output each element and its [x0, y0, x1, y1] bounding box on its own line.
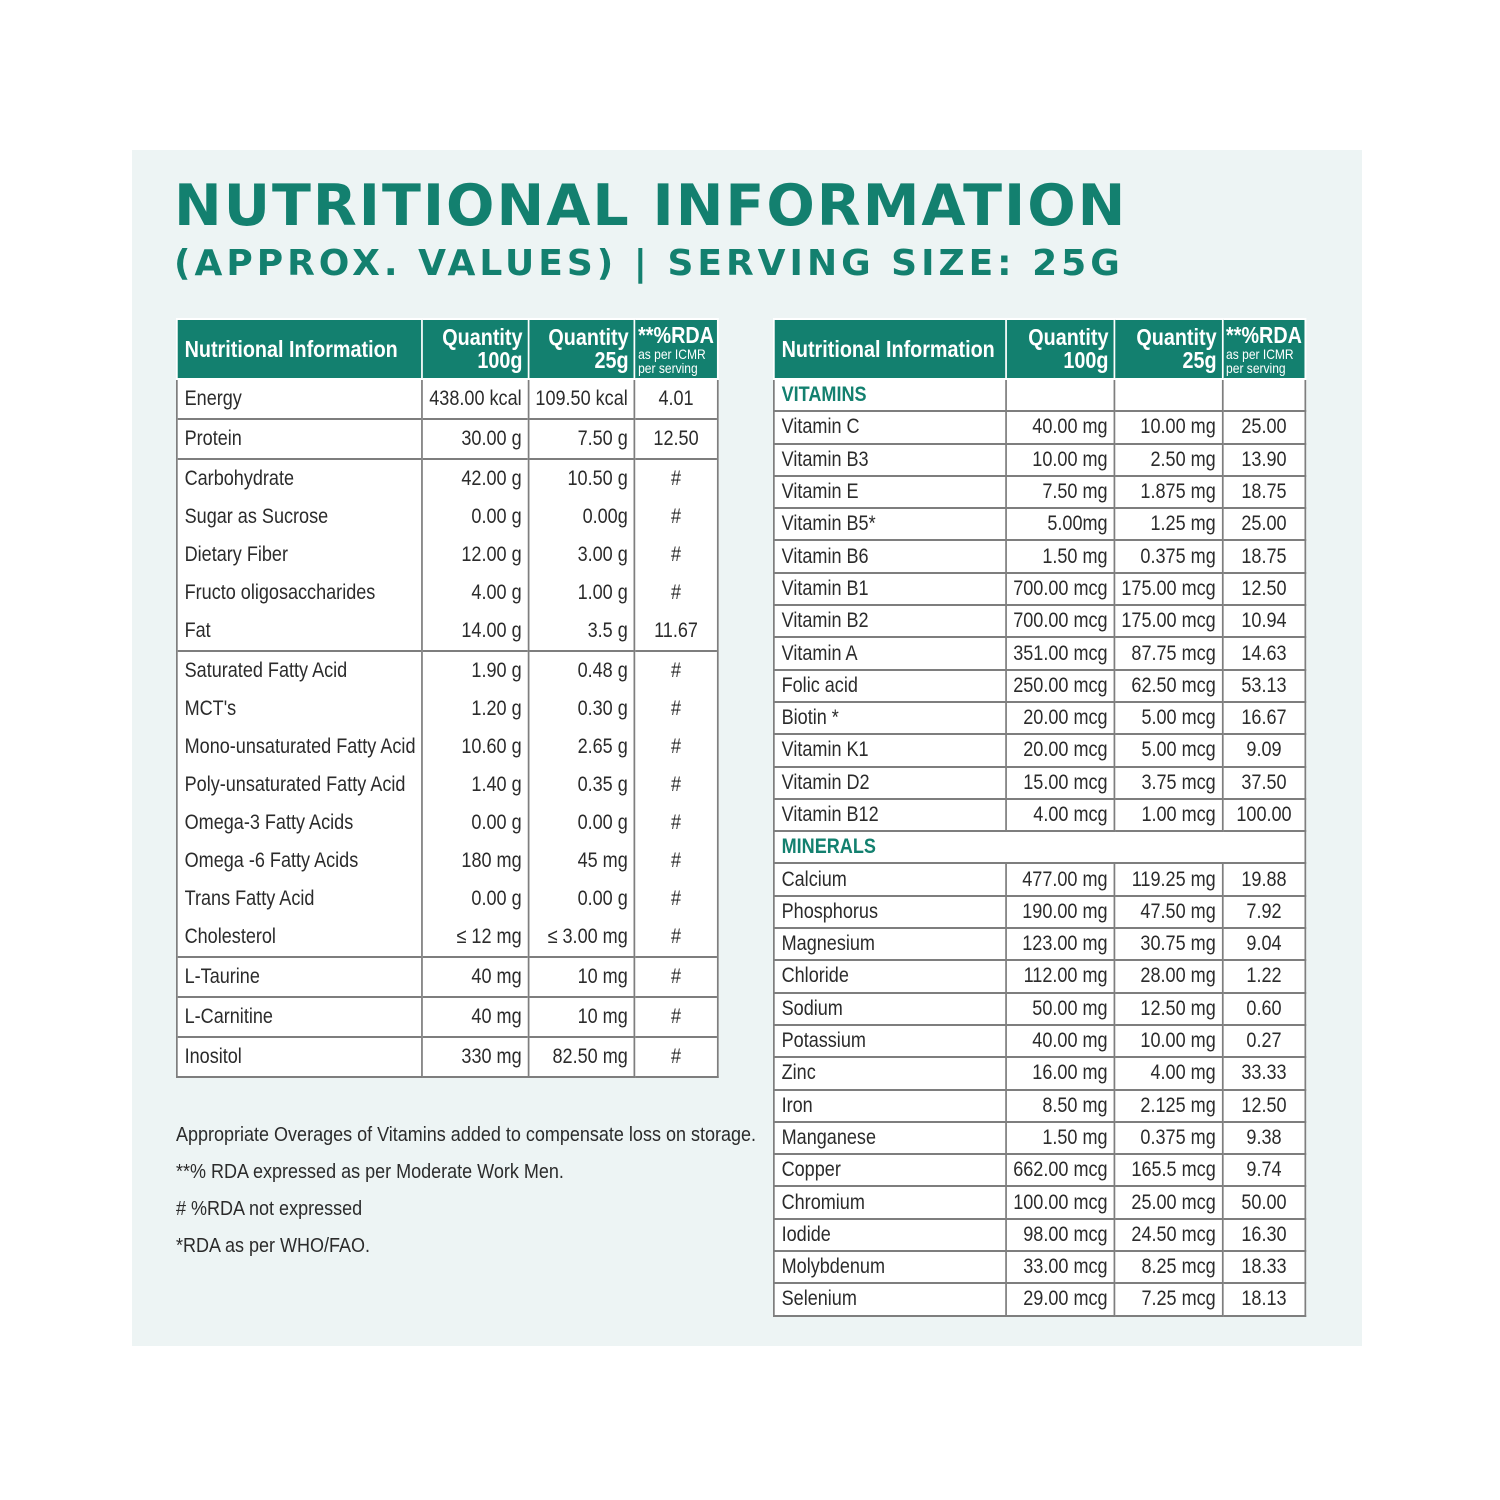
table-row — [774, 637, 1305, 669]
quantity-100g: 5.00mg — [1006, 508, 1114, 540]
rda-value: # — [635, 690, 718, 728]
header-rda-line2: as per ICMR — [1226, 346, 1294, 362]
header-qty100-line1: Quantity — [442, 324, 523, 350]
page-title: NUTRITIONAL INFORMATION — [174, 173, 1128, 239]
quantity-100g: 42.00 g — [422, 459, 528, 498]
quantity-100g: 100.00 mcg — [1006, 1186, 1114, 1218]
table-row — [177, 880, 718, 918]
quantity-25g: 109.50 kcal — [529, 379, 635, 419]
nutrient-name: Phosphorus — [774, 896, 1006, 928]
quantity-25g: 3.75 mcg — [1114, 767, 1222, 799]
rda-value: # — [635, 574, 718, 612]
quantity-100g: 123.00 mg — [1006, 928, 1114, 960]
quantity-25g: 1.00 mcg — [1114, 799, 1222, 831]
table-row — [177, 536, 718, 574]
rda-value: 50.00 — [1223, 1186, 1306, 1218]
nutrient-name: Potassium — [774, 1025, 1006, 1057]
nutrient-name: Vitamin B2 — [774, 605, 1006, 637]
quantity-100g: 700.00 mcg — [1006, 573, 1114, 605]
rda-value: # — [635, 728, 718, 766]
nutrient-name: Chloride — [774, 960, 1006, 992]
table-row — [177, 766, 718, 804]
footnote-who-fao: *RDA as per WHO/FAO. — [176, 1235, 371, 1257]
quantity-25g: 0.00g — [529, 498, 635, 536]
quantity-25g: 0.30 g — [529, 690, 635, 728]
table-row — [774, 1122, 1305, 1154]
rda-value: 14.63 — [1223, 637, 1306, 669]
table-row — [774, 1025, 1305, 1057]
header-nutritional-information: Nutritional Information — [177, 319, 423, 379]
nutrient-name: Vitamin B3 — [774, 444, 1006, 476]
nutrient-name: Sodium — [774, 993, 1006, 1025]
quantity-25g: 10 mg — [529, 957, 635, 997]
quantity-25g: 0.375 mg — [1114, 540, 1222, 572]
quantity-100g: 4.00 g — [422, 574, 528, 612]
header-rda-line3: per serving — [638, 360, 698, 376]
quantity-100g: 29.00 mcg — [1006, 1283, 1114, 1315]
quantity-25g: 175.00 mcg — [1114, 605, 1222, 637]
table-row — [177, 690, 718, 728]
quantity-25g: 2.125 mg — [1114, 1090, 1222, 1122]
rda-value: # — [635, 1037, 718, 1077]
rda-value: 12.50 — [1223, 573, 1306, 605]
quantity-100g: 40 mg — [422, 997, 528, 1037]
header-rda — [1223, 319, 1306, 379]
nutrient-name: Protein — [177, 419, 423, 459]
quantity-100g: 20.00 mcg — [1006, 734, 1114, 766]
table-row — [774, 1186, 1305, 1218]
table-row — [177, 997, 718, 1037]
header-qty100-line2: 100g — [1063, 347, 1109, 373]
quantity-100g: 112.00 mg — [1006, 960, 1114, 992]
table-row — [774, 1154, 1305, 1186]
nutrient-name: Vitamin E — [774, 476, 1006, 508]
rda-value: 100.00 — [1223, 799, 1306, 831]
nutrient-name: Vitamin D2 — [774, 767, 1006, 799]
nutrient-name: Calcium — [774, 863, 1006, 895]
quantity-25g: 45 mg — [529, 842, 635, 880]
rda-value: 4.01 — [635, 379, 718, 419]
quantity-100g: 40 mg — [422, 957, 528, 997]
quantity-25g: 165.5 mcg — [1114, 1154, 1222, 1186]
quantity-25g: 10.00 mg — [1114, 1025, 1222, 1057]
quantity-25g: 1.25 mg — [1114, 508, 1222, 540]
rda-value: 9.74 — [1223, 1154, 1306, 1186]
nutrient-name: Trans Fatty Acid — [177, 880, 423, 918]
nutrient-name: L-Taurine — [177, 957, 423, 997]
table-row — [177, 842, 718, 880]
rda-value: # — [635, 880, 718, 918]
rda-value: 12.50 — [635, 419, 718, 459]
rda-value: 18.75 — [1223, 540, 1306, 572]
nutrient-name: Dietary Fiber — [177, 536, 423, 574]
table-row — [774, 1283, 1305, 1315]
rda-value: 0.27 — [1223, 1025, 1306, 1057]
quantity-25g: 47.50 mg — [1114, 896, 1222, 928]
quantity-25g: 3.00 g — [529, 536, 635, 574]
quantity-100g: 7.50 mg — [1006, 476, 1114, 508]
rda-value: 25.00 — [1223, 508, 1306, 540]
quantity-25g: 2.65 g — [529, 728, 635, 766]
quantity-100g: 33.00 mcg — [1006, 1251, 1114, 1283]
header-quantity-25g — [1114, 319, 1222, 379]
nutrient-name: L-Carnitine — [177, 997, 423, 1037]
rda-value: 9.09 — [1223, 734, 1306, 766]
nutrient-name: Vitamin B1 — [774, 573, 1006, 605]
quantity-25g: 28.00 mg — [1114, 960, 1222, 992]
rda-value: 9.38 — [1223, 1122, 1306, 1154]
nutrient-name: Vitamin B12 — [774, 799, 1006, 831]
section-minerals-label: MINERALS — [774, 831, 1305, 863]
table-header-row — [774, 319, 1305, 379]
rda-value: 16.30 — [1223, 1219, 1306, 1251]
header-qty100-line1: Quantity — [1028, 324, 1109, 350]
quantity-25g: 82.50 mg — [529, 1037, 635, 1077]
nutrient-name: Iodide — [774, 1219, 1006, 1251]
quantity-25g: 7.25 mcg — [1114, 1283, 1222, 1315]
rda-value: # — [635, 957, 718, 997]
rda-value: 12.50 — [1223, 1090, 1306, 1122]
nutrient-name: Manganese — [774, 1122, 1006, 1154]
quantity-100g: 10.00 mg — [1006, 444, 1114, 476]
section-vitamins-row — [774, 379, 1305, 411]
quantity-100g: 12.00 g — [422, 536, 528, 574]
rda-value: 33.33 — [1223, 1057, 1306, 1089]
rda-value: 18.13 — [1223, 1283, 1306, 1315]
nutrient-name: Carbohydrate — [177, 459, 423, 498]
rda-value: 18.33 — [1223, 1251, 1306, 1283]
quantity-100g: 0.00 g — [422, 804, 528, 842]
rda-value: # — [635, 804, 718, 842]
quantity-100g: 250.00 mcg — [1006, 670, 1114, 702]
quantity-25g: 0.48 g — [529, 651, 635, 690]
footnote-overages: Appropriate Overages of Vitamins added to compensate loss on storage. — [176, 1124, 757, 1146]
nutrient-name: Vitamin B5* — [774, 508, 1006, 540]
nutrient-name: Omega-3 Fatty Acids — [177, 804, 423, 842]
quantity-100g: 351.00 mcg — [1006, 637, 1114, 669]
table-row — [177, 498, 718, 536]
macronutrients-table — [176, 318, 718, 1078]
table-row — [774, 993, 1305, 1025]
table-row — [774, 702, 1305, 734]
header-rda — [635, 319, 718, 379]
quantity-100g: 662.00 mcg — [1006, 1154, 1114, 1186]
quantity-25g: 87.75 mcg — [1114, 637, 1222, 669]
header-qty25-line1: Quantity — [1136, 324, 1217, 350]
rda-value: 1.22 — [1223, 960, 1306, 992]
quantity-25g: 119.25 mg — [1114, 863, 1222, 895]
table-row — [774, 1219, 1305, 1251]
quantity-25g: 12.50 mg — [1114, 993, 1222, 1025]
section-minerals-row — [774, 831, 1305, 863]
quantity-100g: 700.00 mcg — [1006, 605, 1114, 637]
nutrient-name: Copper — [774, 1154, 1006, 1186]
quantity-25g: 24.50 mcg — [1114, 1219, 1222, 1251]
quantity-100g: 330 mg — [422, 1037, 528, 1077]
footnote-rda-men: **% RDA expressed as per Moderate Work Men. — [176, 1161, 564, 1183]
quantity-25g: 1.00 g — [529, 574, 635, 612]
quantity-25g: 0.00 g — [529, 880, 635, 918]
footnotes — [176, 1120, 820, 1268]
rda-value: 7.92 — [1223, 896, 1306, 928]
nutrient-name: MCT's — [177, 690, 423, 728]
rda-value: 18.75 — [1223, 476, 1306, 508]
header-rda-line3: per serving — [1226, 360, 1286, 376]
header-qty25-line2: 25g — [1182, 347, 1217, 373]
table-row — [774, 540, 1305, 572]
quantity-100g: 40.00 mg — [1006, 411, 1114, 443]
table-row — [177, 459, 718, 498]
table-row — [774, 799, 1305, 831]
quantity-25g: 7.50 g — [529, 419, 635, 459]
table-row — [177, 957, 718, 997]
rda-value: # — [635, 997, 718, 1037]
rda-value: 0.60 — [1223, 993, 1306, 1025]
quantity-25g: 62.50 mcg — [1114, 670, 1222, 702]
nutrient-name: Iron — [774, 1090, 1006, 1122]
table-row — [774, 960, 1305, 992]
micronutrients-body — [774, 379, 1305, 1316]
rda-value: 13.90 — [1223, 444, 1306, 476]
nutrient-name: Sugar as Sucrose — [177, 498, 423, 536]
rda-value: # — [635, 536, 718, 574]
header-rda-line1: **%RDA — [638, 322, 714, 348]
micronutrients-table — [773, 318, 1306, 1317]
quantity-100g: 20.00 mcg — [1006, 702, 1114, 734]
header-quantity-25g — [529, 319, 635, 379]
quantity-25g: 8.25 mcg — [1114, 1251, 1222, 1283]
rda-value: 16.67 — [1223, 702, 1306, 734]
header-quantity-100g — [1006, 319, 1114, 379]
nutrient-name: Mono-unsaturated Fatty Acid — [177, 728, 423, 766]
quantity-100g: 1.90 g — [422, 651, 528, 690]
header-qty100-line2: 100g — [477, 347, 523, 373]
quantity-25g: 0.375 mg — [1114, 1122, 1222, 1154]
quantity-25g: 1.875 mg — [1114, 476, 1222, 508]
quantity-100g: 477.00 mg — [1006, 863, 1114, 895]
quantity-25g: 5.00 mcg — [1114, 734, 1222, 766]
table-row — [177, 379, 718, 419]
quantity-25g: 25.00 mcg — [1114, 1186, 1222, 1218]
section-vitamins-label: VITAMINS — [774, 379, 1006, 411]
quantity-25g: 5.00 mcg — [1114, 702, 1222, 734]
table-row — [774, 1090, 1305, 1122]
rda-value: 53.13 — [1223, 670, 1306, 702]
quantity-25g: 2.50 mg — [1114, 444, 1222, 476]
nutrient-name: Biotin * — [774, 702, 1006, 734]
empty-cell — [1223, 379, 1306, 411]
quantity-100g: 1.40 g — [422, 766, 528, 804]
header-rda-line1: **%RDA — [1226, 322, 1302, 348]
table-row — [774, 605, 1305, 637]
quantity-25g: 10.00 mg — [1114, 411, 1222, 443]
nutrient-name: Selenium — [774, 1283, 1006, 1315]
table-row — [774, 411, 1305, 443]
nutrient-name: Energy — [177, 379, 423, 419]
nutrient-name: Fructo oligosaccharides — [177, 574, 423, 612]
macronutrients-body — [177, 379, 718, 1077]
table-row — [774, 896, 1305, 928]
header-qty25-line1: Quantity — [548, 324, 629, 350]
table-row — [177, 574, 718, 612]
quantity-100g: 98.00 mcg — [1006, 1219, 1114, 1251]
table-row — [177, 651, 718, 690]
quantity-25g: 10 mg — [529, 997, 635, 1037]
quantity-100g: 10.60 g — [422, 728, 528, 766]
table-row — [774, 734, 1305, 766]
table-row — [774, 767, 1305, 799]
table-row — [774, 1251, 1305, 1283]
table-row — [177, 1037, 718, 1077]
quantity-25g: 0.35 g — [529, 766, 635, 804]
nutrient-name: Vitamin A — [774, 637, 1006, 669]
rda-value: 37.50 — [1223, 767, 1306, 799]
header-nutritional-information: Nutritional Information — [774, 319, 1006, 379]
rda-value: 9.04 — [1223, 928, 1306, 960]
nutrient-name: Vitamin K1 — [774, 734, 1006, 766]
quantity-100g: 40.00 mg — [1006, 1025, 1114, 1057]
nutrient-name: Poly-unsaturated Fatty Acid — [177, 766, 423, 804]
nutrient-name: Fat — [177, 612, 423, 651]
table-row — [774, 928, 1305, 960]
nutrient-name: Inositol — [177, 1037, 423, 1077]
rda-value: 10.94 — [1223, 605, 1306, 637]
quantity-100g: 0.00 g — [422, 498, 528, 536]
table-row — [774, 573, 1305, 605]
quantity-25g: 4.00 mg — [1114, 1057, 1222, 1089]
quantity-100g: 15.00 mcg — [1006, 767, 1114, 799]
header-rda-line2: as per ICMR — [638, 346, 706, 362]
empty-cell — [1114, 379, 1222, 411]
quantity-100g: 50.00 mg — [1006, 993, 1114, 1025]
quantity-100g: 180 mg — [422, 842, 528, 880]
quantity-100g: 30.00 g — [422, 419, 528, 459]
table-row — [774, 670, 1305, 702]
rda-value: # — [635, 459, 718, 498]
table-row — [774, 508, 1305, 540]
quantity-25g: 0.00 g — [529, 804, 635, 842]
header-qty25-line2: 25g — [594, 347, 629, 373]
quantity-25g: ≤ 3.00 mg — [529, 918, 635, 957]
rda-value: # — [635, 498, 718, 536]
nutrient-name: Zinc — [774, 1057, 1006, 1089]
table-row — [177, 804, 718, 842]
table-row — [177, 419, 718, 459]
quantity-25g: 30.75 mg — [1114, 928, 1222, 960]
table-row — [774, 444, 1305, 476]
quantity-100g: 0.00 g — [422, 880, 528, 918]
table-row — [177, 728, 718, 766]
quantity-100g: 1.50 mg — [1006, 540, 1114, 572]
quantity-100g: 14.00 g — [422, 612, 528, 651]
nutrition-panel — [132, 150, 1362, 1346]
nutrient-name: Molybdenum — [774, 1251, 1006, 1283]
quantity-100g: 438.00 kcal — [422, 379, 528, 419]
nutrient-name: Vitamin C — [774, 411, 1006, 443]
empty-cell — [1006, 379, 1114, 411]
nutrient-name: Vitamin B6 — [774, 540, 1006, 572]
table-row — [177, 612, 718, 651]
table-row — [774, 1057, 1305, 1089]
page-subtitle: (APPROX. VALUES) | SERVING SIZE: 25G — [174, 243, 1124, 284]
nutrient-name: Omega -6 Fatty Acids — [177, 842, 423, 880]
quantity-100g: 4.00 mcg — [1006, 799, 1114, 831]
rda-value: # — [635, 651, 718, 690]
table-row — [774, 863, 1305, 895]
table-row — [774, 476, 1305, 508]
table-row — [177, 918, 718, 957]
rda-value: # — [635, 918, 718, 957]
nutrient-name: Cholesterol — [177, 918, 423, 957]
quantity-100g: 8.50 mg — [1006, 1090, 1114, 1122]
nutrient-name: Magnesium — [774, 928, 1006, 960]
table-header-row — [177, 319, 718, 379]
nutrient-name: Chromium — [774, 1186, 1006, 1218]
nutrient-name: Folic acid — [774, 670, 1006, 702]
nutrient-name: Saturated Fatty Acid — [177, 651, 423, 690]
quantity-100g: 190.00 mg — [1006, 896, 1114, 928]
quantity-25g: 175.00 mcg — [1114, 573, 1222, 605]
quantity-25g: 3.5 g — [529, 612, 635, 651]
header-quantity-100g — [422, 319, 528, 379]
rda-value: 19.88 — [1223, 863, 1306, 895]
rda-value: 11.67 — [635, 612, 718, 651]
quantity-100g: 1.20 g — [422, 690, 528, 728]
rda-value: 25.00 — [1223, 411, 1306, 443]
rda-value: # — [635, 842, 718, 880]
quantity-100g: 16.00 mg — [1006, 1057, 1114, 1089]
footnote-rda-not-expressed: # %RDA not expressed — [176, 1198, 363, 1220]
quantity-100g: 1.50 mg — [1006, 1122, 1114, 1154]
quantity-25g: 10.50 g — [529, 459, 635, 498]
quantity-100g: ≤ 12 mg — [422, 918, 528, 957]
rda-value: # — [635, 766, 718, 804]
